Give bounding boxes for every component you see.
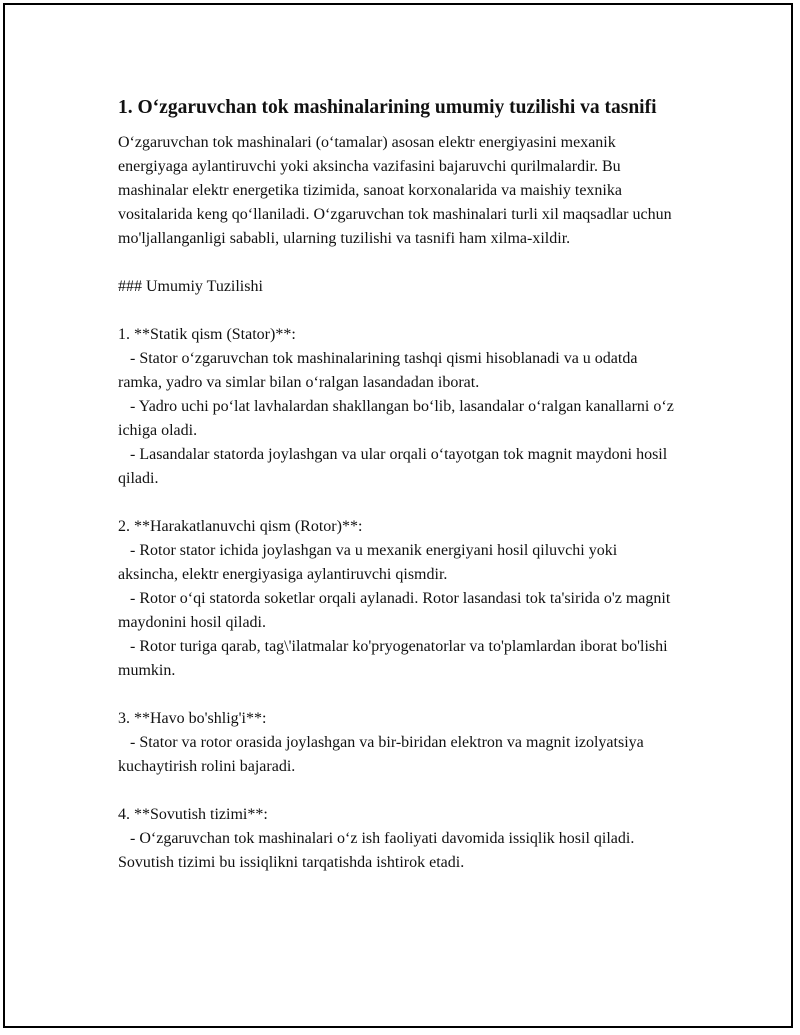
- spacer: [118, 299, 678, 323]
- spacer: [118, 683, 678, 707]
- document-body: [118, 93, 678, 875]
- intro-paragraph: O‘zgaruvchan tok mashinalari (o‘tamalar) asosan elektr energiyasini mexanik energiyaga aylantiruvchi yoki aksincha vazifasini bajaruvchi qurilmalardir. Bu mashinalar elektr energetika tizimida, sanoat korxonalarida va maishiy texnika vositalarida keng qo‘llaniladi. O‘zgaruvchan tok mashinalari turli xil maqsadlar uchun mo'ljallanganligi sababli, ularning tuzilishi va tasnifi ham xilma-xildir.: [118, 134, 672, 247]
- list-item-bullet: - Rotor stator ichida joylashgan va u mexanik energiyani hosil qiluvchi yoki aksincha, elektr energiyasiga aylantiruvchi qismdir.: [118, 542, 622, 583]
- list-item-heading: 1. **Statik qism (Stator)**:: [118, 326, 296, 343]
- spacer: [118, 491, 678, 515]
- spacer: [118, 779, 678, 803]
- list-item-bullet: - Yadro uchi po‘lat lavhalardan shakllangan bo‘lib, lasandalar o‘ralgan kanallarni o‘z ichiga oladi.: [118, 398, 678, 439]
- list-item-bullet: - Stator o‘zgaruvchan tok mashinalarining tashqi qismi hisoblanadi va u odatda ramka, yadro va simlar bilan o‘ralgan lasandadan iborat.: [118, 350, 642, 391]
- list-item-bullet: - Lasandalar statorda joylashgan va ular orqali o‘tayotgan tok magnit maydoni hosil qiladi.: [118, 446, 672, 487]
- list-item-bullet: - O‘zgaruvchan tok mashinalari o‘z ish faoliyati davomida issiqlik hosil qiladi. Sovutish tizimi bu issiqlikni tarqatishda ishtirok etadi.: [118, 830, 639, 871]
- spacer: [118, 251, 678, 275]
- list-item-bullet: - Rotor turiga qarab, tag\'ilatmalar ko'pryogenatorlar va to'plamlardan iborat bo'lishi mumkin.: [118, 638, 672, 679]
- list-item-heading: 3. **Havo bo'shlig'i**:: [118, 710, 267, 727]
- document-title: 1. O‘zgaruvchan tok mashinalarining umumiy tuzilishi va tasnifi: [118, 97, 657, 118]
- list-item-heading: 4. **Sovutish tizimi**:: [118, 806, 268, 823]
- section-heading: ### Umumiy Tuzilishi: [118, 278, 263, 295]
- list-item-bullet: - Rotor o‘qi statorda soketlar orqali aylanadi. Rotor lasandasi tok ta'sirida o'z magnit maydonini hosil qiladi.: [118, 590, 675, 631]
- list-item-heading: 2. **Harakatlanuvchi qism (Rotor)**:: [118, 518, 363, 535]
- list-item-bullet: - Stator va rotor orasida joylashgan va bir-biridan elektron va magnit izolyatsiya kuchaytirish rolini bajaradi.: [118, 734, 648, 775]
